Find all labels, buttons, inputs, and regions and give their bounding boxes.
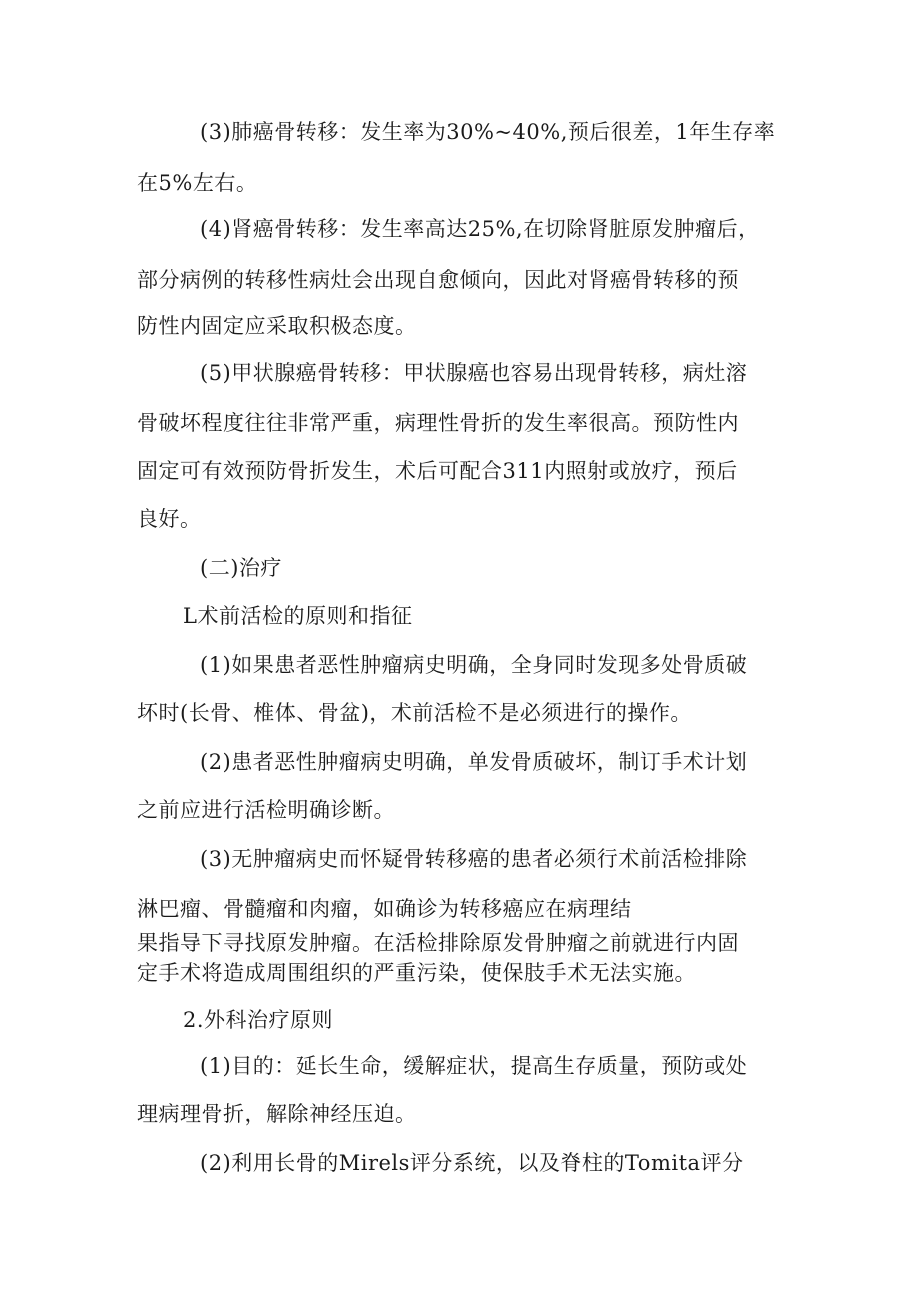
section-heading: (二)治疗 <box>200 556 282 580</box>
text-line: 防性内固定应采取积极态度。 <box>137 314 417 338</box>
subsection-heading: 2.外科治疗原则 <box>183 1008 334 1032</box>
text-line: 骨破坏程度往往非常严重，病理性骨折的发生率很高。预防性内 <box>137 411 739 435</box>
text-line: 良好。 <box>137 507 202 531</box>
text-line: 部分病例的转移性病灶会出现自愈倾向，因此对肾癌骨转移的预 <box>137 268 739 292</box>
text-line: (3)肺癌骨转移：发生率为30%~40%,预后很差，1年生存率 <box>200 120 776 144</box>
text-line: 坏时(长骨、椎体、骨盆)，术前活检不是必须进行的操作。 <box>137 701 692 725</box>
text-line: (1)目的：延长生命，缓解症状，提高生存质量，预防或处 <box>200 1054 748 1078</box>
text-line: (5)甲状腺癌骨转移：甲状腺癌也容易出现骨转移，病灶溶 <box>200 361 748 385</box>
subsection-heading: L术前活检的原则和指征 <box>183 604 413 628</box>
text-line: (1)如果患者恶性肿瘤病史明确，全身同时发现多处骨质破 <box>200 653 748 677</box>
text-line: (2)利用长骨的Mirels评分系统，以及脊柱的Tomita评分 <box>200 1151 744 1175</box>
text-line: (4)肾癌骨转移：发生率高达25%,在切除肾脏原发肿瘤后， <box>200 217 760 241</box>
text-line: (2)患者恶性肿瘤病史明确，单发骨质破坏，制订手术计划 <box>200 750 748 774</box>
text-line: 之前应进行活检明确诊断。 <box>137 798 395 822</box>
text-line: 理病理骨折，解除神经压迫。 <box>137 1102 417 1126</box>
text-line: 在5%左右。 <box>137 171 258 195</box>
text-line: 定手术将造成周围组织的严重污染，使保肢手术无法实施。 <box>137 961 696 985</box>
text-line: 果指导下寻找原发肿瘤。在活检排除原发骨肿瘤之前就进行内固 <box>137 931 739 955</box>
text-line: 淋巴瘤、骨髓瘤和肉瘤，如确诊为转移癌应在病理结 <box>137 897 632 921</box>
text-line: 固定可有效预防骨折发生，术后可配合311内照射或放疗，预后 <box>137 459 738 483</box>
text-line: (3)无肿瘤病史而怀疑骨转移癌的患者必须行术前活检排除 <box>200 847 748 871</box>
